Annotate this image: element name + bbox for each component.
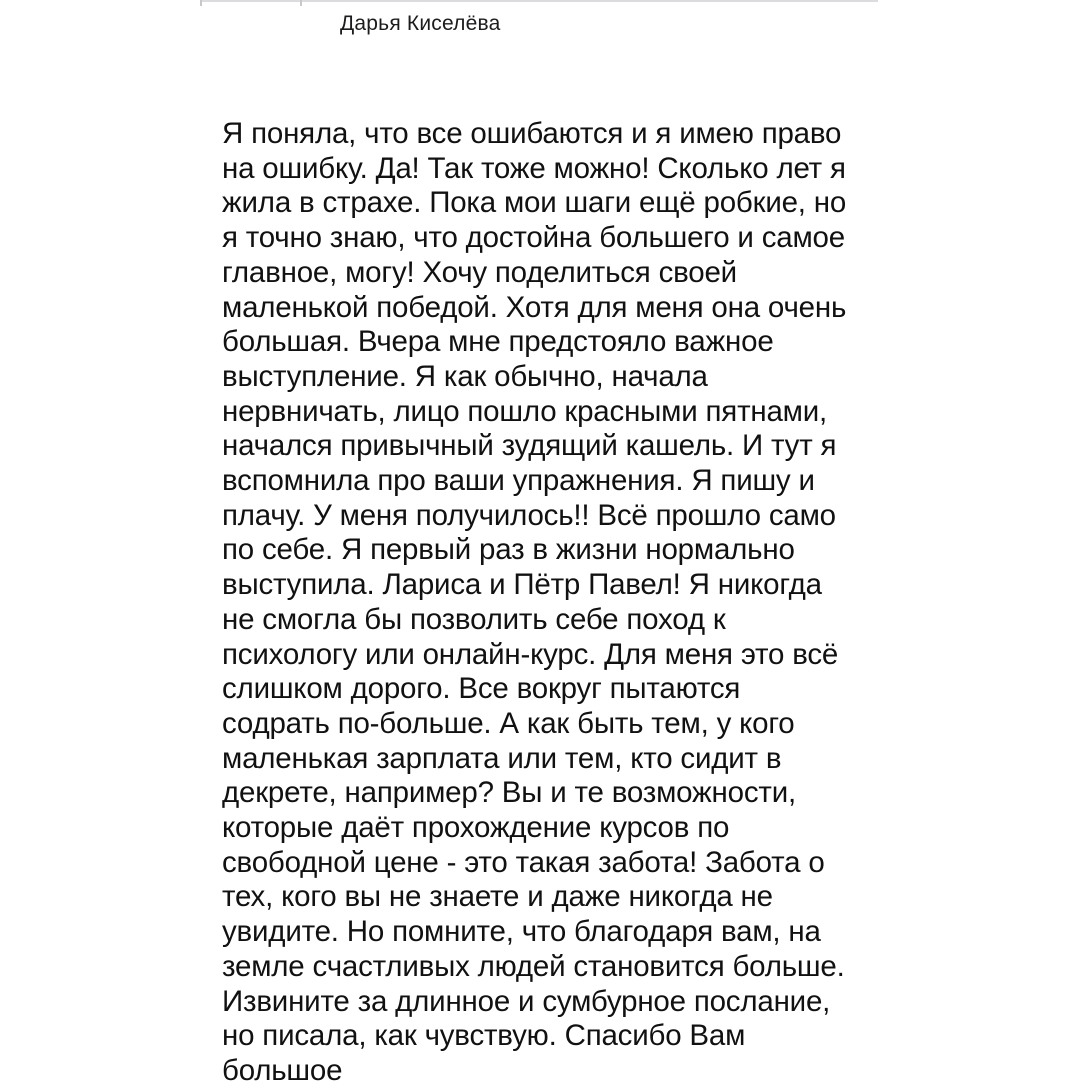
- message-line: тех, кого вы не знаете и даже никогда не: [222, 880, 773, 914]
- message-line: маленькой победой. Хотя для меня она очень: [222, 290, 847, 324]
- message-line: на ошибку. Да! Так тоже можно! Сколько лет я: [222, 151, 846, 185]
- message-line: Извините за длинное и сумбурное послание,: [222, 984, 831, 1018]
- message-line: Я поняла, что все ошибаются и я имею право: [222, 117, 842, 150]
- message-line: но писала, как чувствую. Спасибо Вам: [222, 1019, 746, 1053]
- message-line: большая. Вчера мне предстояло важное: [222, 325, 774, 359]
- message-line: главное, могу! Хочу поделиться своей: [222, 255, 737, 289]
- message-line: по себе. Я первый раз в жизни нормально: [222, 533, 795, 567]
- message-line: психологу или онлайн-курс. Для меня это всё: [222, 637, 839, 671]
- message-line: маленькая зарплата или тем, кто сидит в: [222, 741, 782, 775]
- message-line: вспомнила про ваши упражнения. Я пишу и: [222, 464, 815, 498]
- message-line: которые даёт прохождение курсов по: [222, 811, 730, 845]
- message-line: содрать по-больше. А как быть тем, у кого: [222, 706, 795, 740]
- message-line: не смогла бы позволить себе поход к: [222, 602, 726, 636]
- message-line: начался привычный зудящий кашель. И тут я: [222, 429, 837, 463]
- message-line: свободной цене - это такая забота! Забота о: [222, 845, 825, 879]
- message-line: жила в страхе. Пока мои шаги ещё робкие, но: [222, 186, 847, 220]
- divider-tick-left: [200, 0, 202, 6]
- sender-name[interactable]: Дарья Киселёва: [340, 12, 501, 35]
- message-line: земле счастливых людей становится больше.: [222, 949, 845, 983]
- message-line: выступление. Я как обычно, начала: [222, 359, 708, 393]
- message-line: плачу. У меня получилось!! Всё прошло само: [222, 498, 836, 532]
- message-text: [222, 117, 872, 1089]
- message-line: я точно знаю, что достойна большего и самое: [222, 221, 845, 255]
- message-line: увидите. Но помните, что благодаря вам, на: [222, 915, 821, 949]
- message-line: декрете, например? Вы и те возможности,: [222, 776, 796, 810]
- message-line: нервничать, лицо пошло красными пятнами,: [222, 394, 828, 428]
- message-line: выступила. Лариса и Пётр Павел! Я никогда: [222, 568, 822, 602]
- message-line: слишком дорого. Все вокруг пытаются: [222, 672, 741, 706]
- message-line: большое: [222, 1053, 343, 1087]
- divider-tick-mid: [300, 0, 302, 6]
